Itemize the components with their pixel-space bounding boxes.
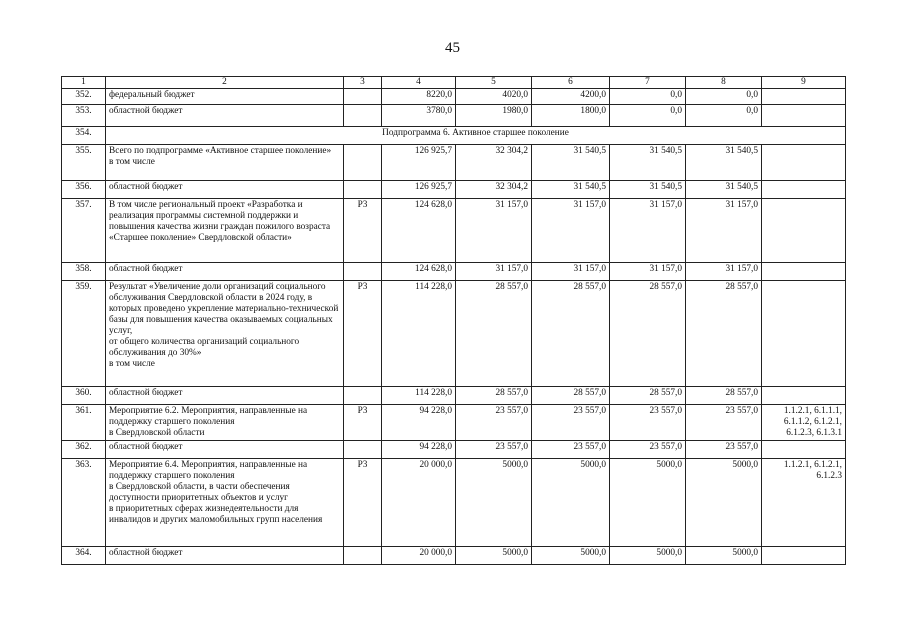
row-name: В том числе региональный проект «Разработка и реализация программы системной поддержки и повышения качества жизни граждан пожилого возраста «Старшее поколение» Свердловской области» xyxy=(106,199,344,263)
year-4-value: 28 557,0 xyxy=(686,387,762,405)
target-refs: 1.1.2.1, 6.1.2.1, 6.1.2.3 xyxy=(762,459,846,547)
year-1-value: 32 304,2 xyxy=(456,181,532,199)
year-2-value: 5000,0 xyxy=(532,547,610,565)
budget-table xyxy=(61,76,846,565)
year-1-value: 4020,0 xyxy=(456,89,532,105)
table-row xyxy=(62,127,846,145)
year-1-value: 32 304,2 xyxy=(456,145,532,181)
row-code: Р3 xyxy=(344,405,382,441)
table-row xyxy=(62,181,846,199)
total-value: 20 000,0 xyxy=(382,547,456,565)
column-number-row xyxy=(62,77,846,89)
year-2-value: 31 540,5 xyxy=(532,181,610,199)
year-4-value: 0,0 xyxy=(686,105,762,127)
total-value: 124 628,0 xyxy=(382,199,456,263)
year-2-value: 4200,0 xyxy=(532,89,610,105)
year-3-value: 31 540,5 xyxy=(610,145,686,181)
row-name: Всего по подпрограмме «Активное старшее поколение» в том числе xyxy=(106,145,344,181)
target-refs xyxy=(762,181,846,199)
year-3-value: 31 157,0 xyxy=(610,199,686,263)
year-4-value: 5000,0 xyxy=(686,459,762,547)
row-name: Результат «Увеличение доли организаций социального обслуживания Свердловской области в 2024 году, в которых проведено укрепление материально-технической базы для повышения качества оказываемых социальных услуг, от общего количества организаций социального обслуживания до 30%» в том числе xyxy=(106,281,344,387)
row-code xyxy=(344,105,382,127)
row-number: 360. xyxy=(62,387,106,405)
column-number: 1 xyxy=(62,77,106,89)
row-number: 355. xyxy=(62,145,106,181)
year-4-value: 0,0 xyxy=(686,89,762,105)
table-row xyxy=(62,459,846,547)
year-1-value: 28 557,0 xyxy=(456,281,532,387)
target-refs: 1.1.2.1, 6.1.1.1, 6.1.1.2, 6.1.2.1, 6.1.2.3, 6.1.3.1 xyxy=(762,405,846,441)
year-4-value: 31 540,5 xyxy=(686,181,762,199)
target-refs xyxy=(762,387,846,405)
year-1-value: 1980,0 xyxy=(456,105,532,127)
row-code: Р3 xyxy=(344,459,382,547)
row-name: областной бюджет xyxy=(106,181,344,199)
total-value: 20 000,0 xyxy=(382,459,456,547)
table-row xyxy=(62,387,846,405)
row-number: 358. xyxy=(62,263,106,281)
year-1-value: 23 557,0 xyxy=(456,441,532,459)
column-number: 4 xyxy=(382,77,456,89)
column-number: 5 xyxy=(456,77,532,89)
year-2-value: 28 557,0 xyxy=(532,387,610,405)
total-value: 114 228,0 xyxy=(382,387,456,405)
year-3-value: 0,0 xyxy=(610,105,686,127)
page-number: 45 xyxy=(445,40,460,56)
year-3-value: 23 557,0 xyxy=(610,441,686,459)
target-refs xyxy=(762,145,846,181)
year-3-value: 23 557,0 xyxy=(610,405,686,441)
target-refs xyxy=(762,89,846,105)
total-value: 126 925,7 xyxy=(382,145,456,181)
row-name: Мероприятие 6.4. Мероприятия, направленные на поддержку старшего поколения в Свердловской области, в части обеспечения доступности приоритетных объектов и услуг в приоритетных сферах жизнедеятельности для инвалидов и других маломобильных групп населения xyxy=(106,459,344,547)
target-refs xyxy=(762,547,846,565)
row-number: 363. xyxy=(62,459,106,547)
year-1-value: 5000,0 xyxy=(456,459,532,547)
target-refs xyxy=(762,263,846,281)
year-1-value: 23 557,0 xyxy=(456,405,532,441)
year-1-value: 31 157,0 xyxy=(456,263,532,281)
table-row xyxy=(62,145,846,181)
year-3-value: 31 157,0 xyxy=(610,263,686,281)
column-number: 9 xyxy=(762,77,846,89)
row-name: областной бюджет xyxy=(106,263,344,281)
row-name: областной бюджет xyxy=(106,105,344,127)
table-row xyxy=(62,105,846,127)
year-4-value: 31 157,0 xyxy=(686,199,762,263)
row-number: 362. xyxy=(62,441,106,459)
column-number: 8 xyxy=(686,77,762,89)
year-1-value: 31 157,0 xyxy=(456,199,532,263)
total-value: 3780,0 xyxy=(382,105,456,127)
year-1-value: 28 557,0 xyxy=(456,387,532,405)
target-refs xyxy=(762,441,846,459)
column-number: 3 xyxy=(344,77,382,89)
row-code xyxy=(344,145,382,181)
total-value: 8220,0 xyxy=(382,89,456,105)
total-value: 94 228,0 xyxy=(382,441,456,459)
year-1-value: 5000,0 xyxy=(456,547,532,565)
year-2-value: 23 557,0 xyxy=(532,405,610,441)
row-name: областной бюджет xyxy=(106,441,344,459)
row-number: 352. xyxy=(62,89,106,105)
table-row xyxy=(62,263,846,281)
row-number: 356. xyxy=(62,181,106,199)
row-number: 364. xyxy=(62,547,106,565)
row-number: 353. xyxy=(62,105,106,127)
row-name: федеральный бюджет xyxy=(106,89,344,105)
row-code xyxy=(344,387,382,405)
year-3-value: 0,0 xyxy=(610,89,686,105)
row-number: 359. xyxy=(62,281,106,387)
year-2-value: 31 157,0 xyxy=(532,199,610,263)
table-row xyxy=(62,89,846,105)
year-3-value: 28 557,0 xyxy=(610,281,686,387)
row-code: Р3 xyxy=(344,281,382,387)
year-3-value: 5000,0 xyxy=(610,547,686,565)
target-refs xyxy=(762,105,846,127)
target-refs xyxy=(762,281,846,387)
row-number: 354. xyxy=(62,127,106,145)
row-code xyxy=(344,441,382,459)
total-value: 114 228,0 xyxy=(382,281,456,387)
total-value: 94 228,0 xyxy=(382,405,456,441)
row-code xyxy=(344,263,382,281)
column-number: 7 xyxy=(610,77,686,89)
year-2-value: 31 157,0 xyxy=(532,263,610,281)
subprogram-heading: Подпрограмма 6. Активное старшее поколение xyxy=(106,127,846,145)
total-value: 126 925,7 xyxy=(382,181,456,199)
row-name: областной бюджет xyxy=(106,387,344,405)
year-4-value: 5000,0 xyxy=(686,547,762,565)
table-row xyxy=(62,281,846,387)
year-4-value: 31 157,0 xyxy=(686,263,762,281)
target-refs xyxy=(762,199,846,263)
year-3-value: 31 540,5 xyxy=(610,181,686,199)
year-4-value: 23 557,0 xyxy=(686,405,762,441)
column-number: 2 xyxy=(106,77,344,89)
table-row xyxy=(62,199,846,263)
row-name: Мероприятие 6.2. Мероприятия, направленные на поддержку старшего поколения в Свердловской области xyxy=(106,405,344,441)
year-2-value: 1800,0 xyxy=(532,105,610,127)
year-3-value: 28 557,0 xyxy=(610,387,686,405)
year-3-value: 5000,0 xyxy=(610,459,686,547)
total-value: 124 628,0 xyxy=(382,263,456,281)
row-code: Р3 xyxy=(344,199,382,263)
table-row xyxy=(62,441,846,459)
year-2-value: 31 540,5 xyxy=(532,145,610,181)
table-row xyxy=(62,405,846,441)
row-number: 357. xyxy=(62,199,106,263)
year-4-value: 28 557,0 xyxy=(686,281,762,387)
year-2-value: 23 557,0 xyxy=(532,441,610,459)
table-row xyxy=(62,547,846,565)
row-name: областной бюджет xyxy=(106,547,344,565)
row-code xyxy=(344,181,382,199)
row-number: 361. xyxy=(62,405,106,441)
year-2-value: 28 557,0 xyxy=(532,281,610,387)
column-number: 6 xyxy=(532,77,610,89)
year-4-value: 31 540,5 xyxy=(686,145,762,181)
year-4-value: 23 557,0 xyxy=(686,441,762,459)
row-code xyxy=(344,547,382,565)
row-code xyxy=(344,89,382,105)
year-2-value: 5000,0 xyxy=(532,459,610,547)
